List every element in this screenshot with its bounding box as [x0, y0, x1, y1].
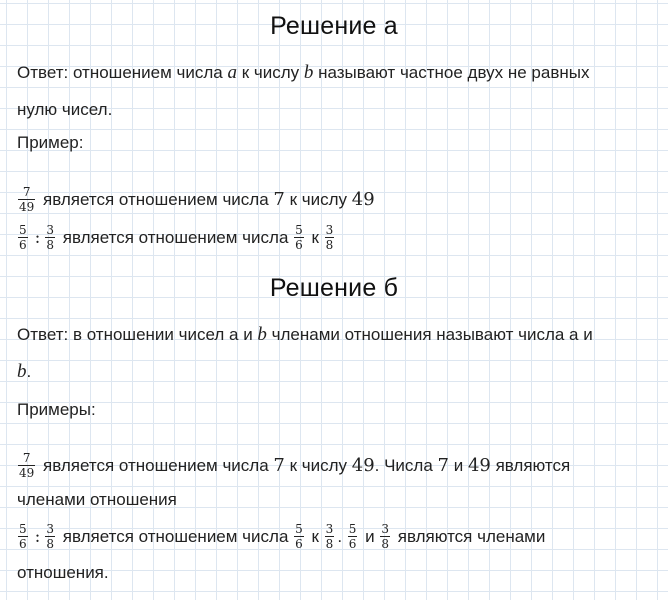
heading-solution-a: Решение а [270, 12, 398, 40]
variable-b: b [303, 62, 314, 83]
variable-b: b [17, 361, 27, 382]
example-label-b: Примеры: [17, 400, 96, 419]
example-b-1-line-2: членами отношения [17, 490, 177, 509]
example-b-2-line-2: отношения. [17, 563, 109, 582]
example-a-2: $\frac{5}{6}$ : $\frac{3}{8}$ является отношением числа $\frac{5}{6}$ к $\frac{3}{8}$ [19, 223, 334, 252]
answer-a-line-1 [17, 63, 589, 83]
ratio-colon: : [34, 227, 41, 248]
answer-a-line-2: нулю чисел. [17, 100, 113, 119]
example-a-1: $\frac{7}{49}$ является отношением числа 7 к числу 49 [19, 185, 375, 214]
answer-a-text: называют частное двух не равных [313, 63, 590, 82]
heading-solution-b: Решение б [269, 274, 399, 302]
fraction: $\frac{3}{8}$ [46, 223, 55, 252]
answer-b-line-2: b. [17, 361, 32, 382]
answer-b-line-1 [17, 325, 593, 345]
fraction: $\frac{7}{49}$ [19, 185, 35, 214]
fraction: $\frac{5}{6}$ [19, 522, 27, 551]
example-b-1-line-1: $\frac{7}{49}$ является отношением числа 7 к числу 49. Числа 7 и 49 являются [19, 451, 571, 480]
fraction: $\frac{7}{49}$ [19, 451, 35, 480]
ratio-colon: : [34, 526, 41, 547]
fraction: $\frac{5}{6}$ [19, 223, 27, 252]
answer-b-text: Ответ: в отношении чисел а и [17, 325, 258, 344]
example-label-a: Пример: [17, 133, 84, 152]
variable-b: b [257, 324, 267, 345]
example-b-2-line-1: $\frac{5}{6}$ : $\frac{3}{8}$ является отношением числа $\frac{5}{6}$ к $\frac{3}{8}$ . $\frac{5}{6}$ и $\frac{3}{8}$ являются членами [19, 522, 546, 551]
fraction: $\frac{3}{8}$ [325, 223, 334, 252]
variable-a: a [227, 62, 237, 83]
fraction: $\frac{3}{8}$ [381, 522, 390, 551]
answer-a-text: к числу [236, 63, 304, 82]
fraction: $\frac{5}{6}$ [295, 522, 303, 551]
fraction: $\frac{5}{6}$ [348, 522, 357, 551]
answer-b-text: членами отношения называют числа а и [266, 325, 593, 344]
fraction: $\frac{3}{8}$ [46, 522, 55, 551]
fraction: $\frac{3}{8}$ [325, 522, 334, 551]
answer-a-text: Ответ: отношением числа [17, 63, 228, 82]
fraction: $\frac{5}{6}$ [295, 223, 303, 252]
